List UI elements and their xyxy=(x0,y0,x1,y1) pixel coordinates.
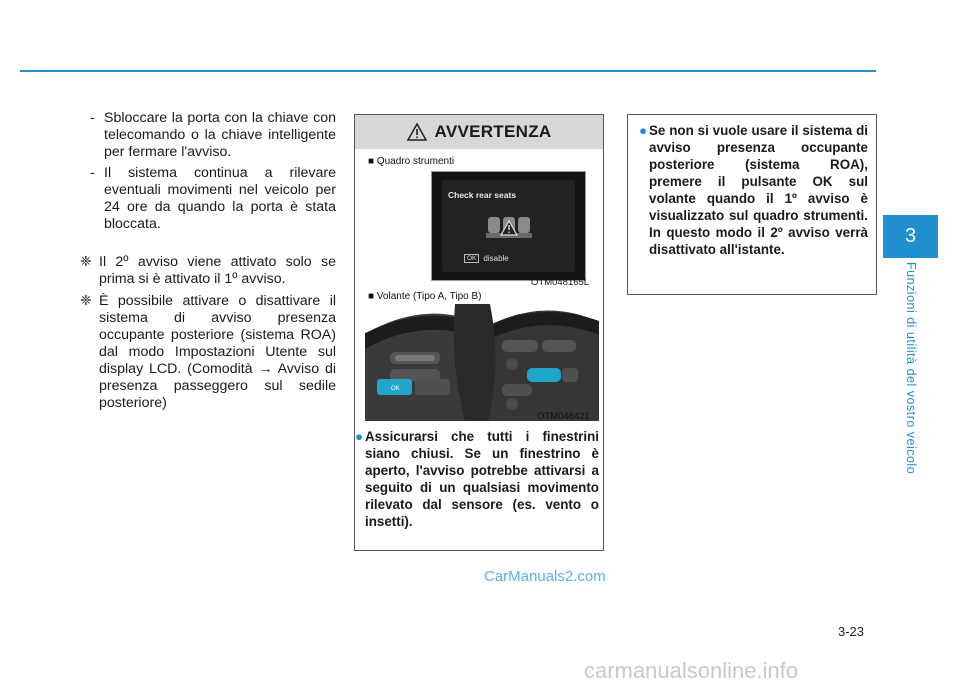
wheel-ok-label: OK xyxy=(391,386,400,392)
watermark-footer: carmanualsonline.info xyxy=(584,658,799,683)
note-marker-icon: ❈ xyxy=(80,254,92,270)
header-rule xyxy=(20,70,876,72)
steering-wheel-type-a-image xyxy=(365,304,482,421)
steering-wheel-a-icon xyxy=(365,304,482,421)
caution-box xyxy=(627,114,877,295)
dash-item: - Sbloccare la porta con la chiave con telecomando o la chiave intelligente per fermare l'avviso. xyxy=(90,110,336,160)
caution-bullet: ● Se non si vuole usare il sistema di avviso presenza occupante posteriore (sistema ROA), premere il pulsante OK sul volante quando il 1º avviso è visualizzato sul quadro strumenti. In questo modo il 2º avviso verrà disattivato all'istante. xyxy=(639,123,868,257)
instrument-cluster-image xyxy=(431,171,586,281)
rear-seats-warning-icon xyxy=(484,207,534,245)
watermark-link[interactable]: CarManuals2.com xyxy=(484,568,606,585)
note-item: ❈ È possibile attivare o disattivare il sistema di avviso presenza occupante posteriore (sistema ROA) dal modo Impostazioni Utente sul display LCD. (Comodità → Avviso di presenza passeggero sul sedile posteriore) xyxy=(80,293,336,411)
warning-title: AVVERTENZA xyxy=(434,122,552,141)
left-column xyxy=(80,110,336,417)
steering-wheel-b-icon xyxy=(482,304,599,421)
warning-box xyxy=(354,114,604,551)
figure-code: OTM048165L xyxy=(531,277,590,288)
figure-code: OTM048421 xyxy=(537,411,590,422)
cluster-display xyxy=(442,180,575,272)
bullet-dot: ● xyxy=(639,123,648,138)
warning-header xyxy=(355,115,603,149)
disable-option: OK disable xyxy=(464,254,509,263)
chapter-title: Funzioni di utilità del vostro veicolo xyxy=(904,262,918,475)
chapter-tab: 3 xyxy=(883,215,938,258)
figure-label-wheel: ■ Volante (Tipo A, Tipo B) xyxy=(368,291,482,302)
cluster-message: Check rear seats xyxy=(448,190,517,200)
note-marker-icon: ❈ xyxy=(80,293,92,309)
dash-item: - Il sistema continua a rilevare eventuali movimenti nel veicolo per 24 ore da quando la porta è stata bloccata. xyxy=(90,165,336,232)
ok-key-glyph: OK xyxy=(464,254,479,263)
bullet-dot: ● xyxy=(355,429,364,444)
warning-triangle-icon xyxy=(407,123,427,141)
steering-wheel-type-b-image xyxy=(482,304,599,421)
note-item: ❈ Il 2º avviso viene attivato solo se prima si è attivato il 1º avviso. xyxy=(80,254,336,287)
figure-label-cluster: ■ Quadro strumenti xyxy=(368,156,455,167)
warning-bullet: ● Assicurarsi che tutti i finestrini siano chiusi. Se un finestrino è aperto, l'avviso potrebbe attivarsi a seguito di un qualsiasi movimento rilevato dal sensore (es. vento o insetti). xyxy=(355,429,599,530)
page-number: 3-23 xyxy=(838,624,865,639)
